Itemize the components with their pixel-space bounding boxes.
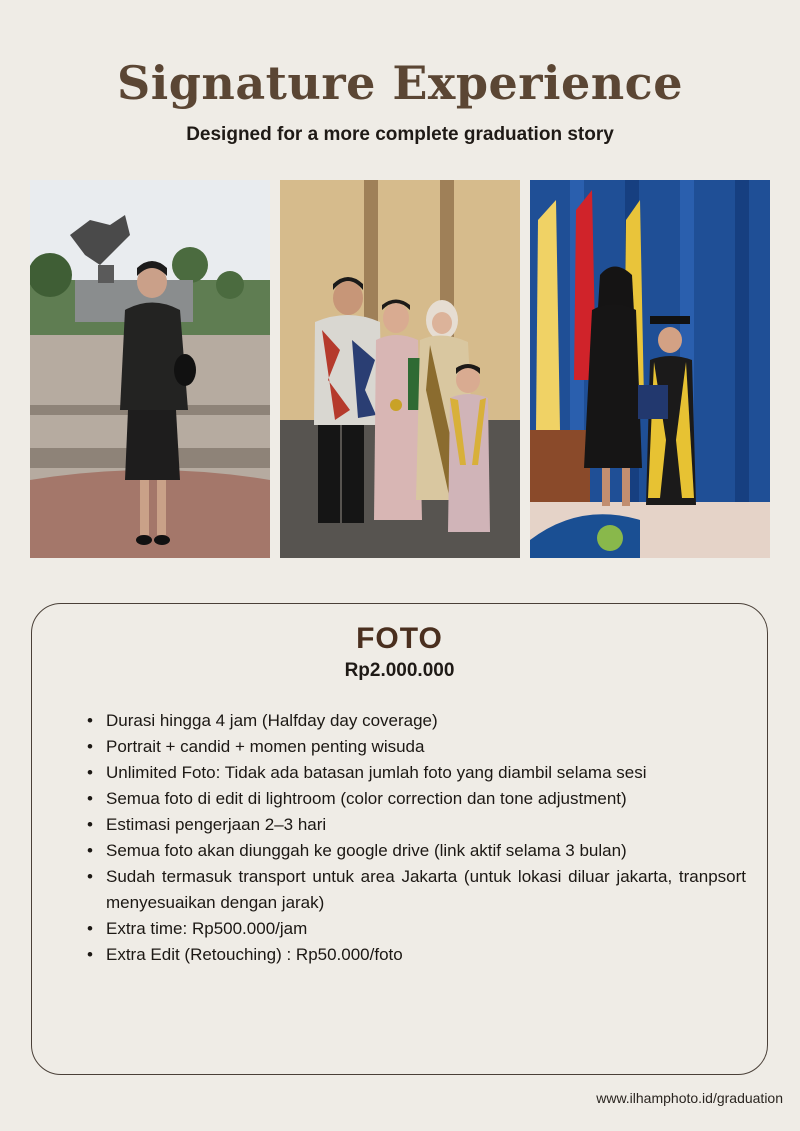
- page-subtitle: Designed for a more complete graduation story: [186, 124, 614, 145]
- feature-item: • Unlimited Foto: Tidak ada batasan jumlah foto yang diambil selama sesi: [106, 760, 746, 786]
- feature-list: [106, 708, 746, 968]
- feature-item: • Sudah termasuk transport untuk area Jakarta (untuk lokasi diluar jakarta, tranpsort menyesuaikan dengan jarak): [106, 864, 746, 916]
- feature-item: • Extra time: Rp500.000/jam: [106, 916, 746, 942]
- feature-item: • Semua foto akan diunggah ke google drive (link aktif selama 3 bulan): [106, 838, 746, 864]
- package-price: Rp2.000.000: [344, 660, 455, 681]
- package-card: [31, 603, 768, 1075]
- feature-item: • Estimasi pengerjaan 2–3 hari: [106, 812, 746, 838]
- photo-stage-image: [530, 180, 770, 558]
- package-name: FOTO: [356, 622, 443, 655]
- page-title: Signature Experience: [117, 56, 683, 110]
- gallery-photo-uniform: [30, 180, 270, 558]
- feature-item: • Portrait + candid + momen penting wisuda: [106, 734, 746, 760]
- photo-family-image: [280, 180, 520, 558]
- website-link[interactable]: www.ilhamphoto.id/graduation: [596, 1090, 783, 1106]
- feature-item: • Semua foto di edit di lightroom (color correction dan tone adjustment): [106, 786, 746, 812]
- gallery-photo-family: [280, 180, 520, 558]
- feature-item: • Durasi hingga 4 jam (Halfday day coverage): [106, 708, 746, 734]
- gallery-photo-stage: [530, 180, 770, 558]
- photo-uniform-image: [30, 180, 270, 558]
- feature-item: • Extra Edit (Retouching) : Rp50.000/foto: [106, 942, 746, 968]
